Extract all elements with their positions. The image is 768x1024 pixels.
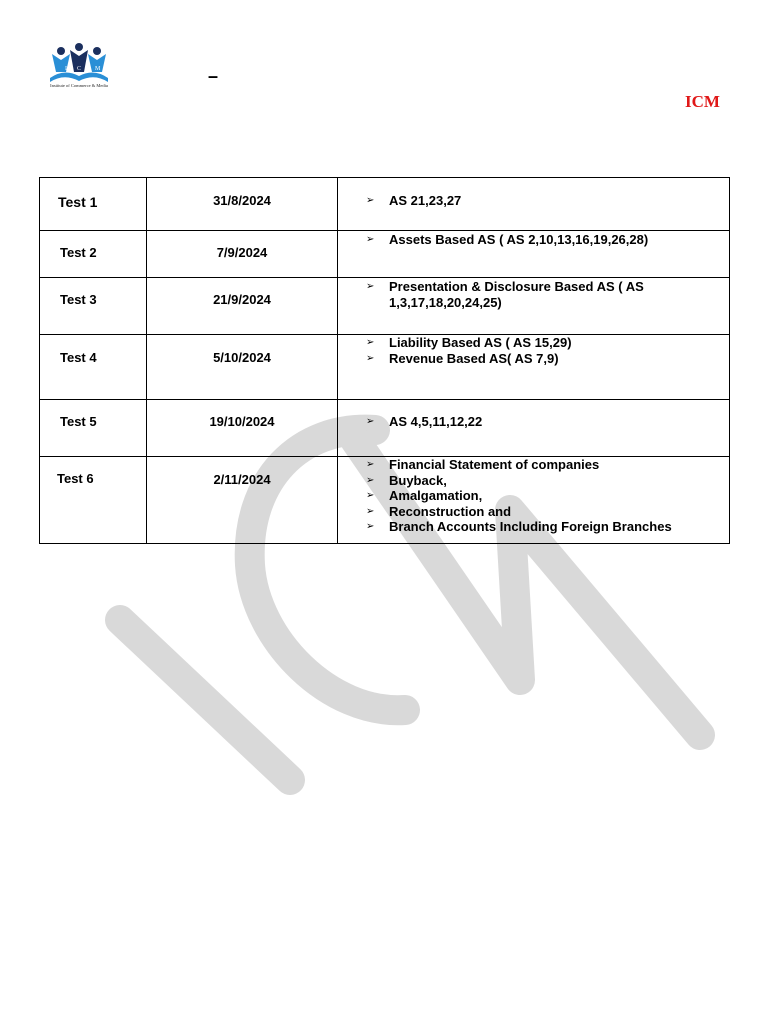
test-name-cell: [40, 457, 147, 544]
table-row: [40, 278, 730, 335]
topic-item: ➢ Liability Based AS ( AS 15,29): [366, 335, 729, 351]
table-row: [40, 400, 730, 457]
test-date-cell: [147, 400, 338, 457]
institute-logo-icon: [44, 42, 114, 84]
topic-item: ➢ Presentation & Disclosure Based AS ( AS 1,3,17,18,20,24,25): [366, 279, 689, 310]
table-row: [40, 231, 730, 278]
topic-item: ➢ Assets Based AS ( AS 2,10,13,16,19,26,28): [366, 232, 729, 248]
table-row: [40, 335, 730, 400]
test-name-cell: [40, 178, 147, 231]
topics-cell: [338, 231, 730, 278]
table-row: [40, 178, 730, 231]
brand-name: ICM: [685, 92, 720, 111]
test-date-cell: [147, 231, 338, 278]
topics-cell: [338, 278, 730, 335]
institute-logo: [44, 42, 114, 92]
test-schedule-table: [39, 177, 730, 544]
svg-text:C: C: [77, 66, 82, 72]
header-dash: –: [208, 66, 219, 86]
test-name-cell: [40, 231, 147, 278]
topics-list: [338, 231, 729, 248]
topics-cell: [338, 178, 730, 231]
test-date-cell: [147, 178, 338, 231]
test-date-cell: [147, 278, 338, 335]
test-name-cell: [40, 400, 147, 457]
topic-item: ➢ AS 4,5,11,12,22: [366, 414, 729, 430]
topics-list: [338, 457, 729, 535]
topics-cell: [338, 400, 730, 457]
table-row: [40, 457, 730, 544]
svg-text:M: M: [95, 66, 101, 72]
test-date-cell: [147, 335, 338, 400]
topic-item: ➢ Financial Statement of companies: [366, 457, 729, 473]
topics-list: [338, 400, 729, 430]
watermark-letter-i: [120, 620, 290, 780]
test-date: 19/10/2024: [209, 414, 275, 429]
logo-caption: Institute of Commerce & Media: [50, 83, 108, 88]
topics-cell: [338, 335, 730, 400]
test-name-cell: [40, 278, 147, 335]
test-name: Test 1: [58, 194, 98, 210]
topic-item: ➢ AS 21,23,27: [366, 193, 729, 209]
svg-text:I: I: [65, 66, 67, 72]
topic-item: ➢ Revenue Based AS( AS 7,9): [366, 351, 729, 367]
topics-list: [338, 178, 729, 209]
topics-list: [338, 278, 729, 310]
test-name: Test 2: [60, 245, 97, 260]
test-date: 7/9/2024: [216, 245, 268, 260]
test-name: Test 5: [60, 414, 97, 429]
test-name: Test 3: [60, 292, 97, 307]
topics-list: [338, 335, 729, 366]
test-date: 2/11/2024: [213, 472, 271, 487]
test-date-cell: [147, 457, 338, 544]
topics-cell: [338, 457, 730, 544]
test-name-cell: [40, 335, 147, 400]
test-date: 21/9/2024: [213, 292, 271, 307]
topic-item: ➢ Buyback,: [366, 473, 729, 489]
test-date: 31/8/2024: [213, 193, 271, 208]
test-name: Test 6: [57, 471, 94, 486]
test-name: Test 4: [60, 350, 97, 365]
topic-item: ➢ Reconstruction and: [366, 504, 729, 520]
topic-item: ➢ Branch Accounts Including Foreign Branches: [366, 519, 729, 535]
topic-item: ➢ Amalgamation,: [366, 488, 729, 504]
test-date: 5/10/2024: [213, 350, 271, 365]
